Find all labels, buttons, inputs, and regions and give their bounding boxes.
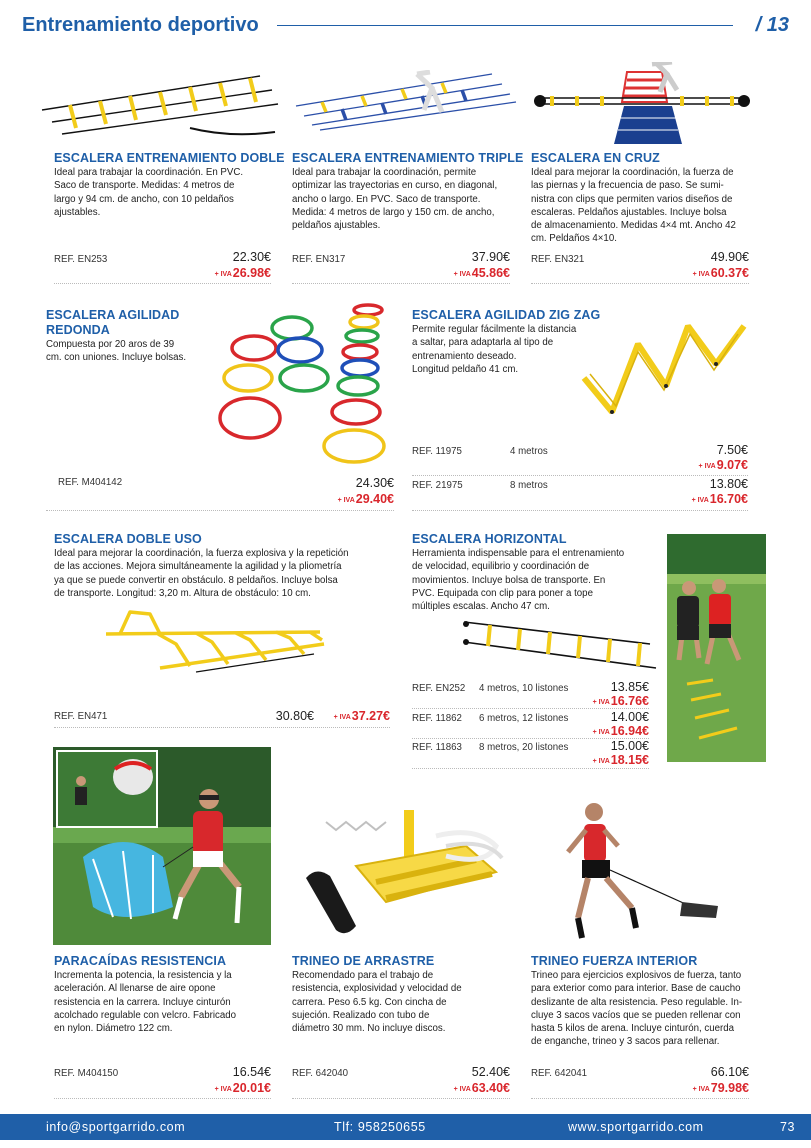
price-iva: + IVA20.01€: [214, 1081, 271, 1095]
price: 14.00€: [610, 710, 649, 724]
price-iva: + IVA45.86€: [453, 266, 510, 280]
product-title: ESCALERA ENTRENAMIENTO DOBLE: [54, 151, 285, 165]
product-description: Recomendado para el trabajo de resistencia, explosividad y velocidad de carrera. Peso 6.5 kg. Con cincha de sujeción. Realizado con tubo de diámetro 30 mm. No incluye discos.: [292, 970, 462, 1035]
product-ref: REF. 642040: [292, 1068, 349, 1079]
triple-ladder-image: [292, 70, 517, 132]
divider: [531, 283, 749, 284]
product-description: Ideal para trabajar la coordinación, permite optimizar las trayectorias en curso, en diagonal, ancho o largo. En PVC. Saco de transporte. Medida: 4 metros de largo y 150 cm. de ancho, peldaños ajustables.: [292, 167, 498, 232]
product-description: Compuesta por 20 aros de 39 cm. con uniones. Incluye bolsas.: [46, 339, 187, 364]
variant-size: 8 metros, 20 listones: [479, 742, 569, 753]
price-iva: + IVA16.70€: [691, 492, 748, 506]
product-description: Ideal para trabajar la coordinación. En PVC. Saco de transporte. Medidas: 4 metros de largo y 94 cm. de ancho, con 10 peldaños ajustables.: [54, 167, 244, 218]
product-description: Ideal para mejorar la coordinación, la fuerza explosiva y la repetición de las acciones. Mejora simultáneamente la agilidad y la pliometría ya que se puede convertir en obstáculo. 8 peldaños. Incluye bolsa de transporte. Longitud: 3,20 m. Altura de obstáculo: 10 cm.: [54, 548, 349, 599]
horizontal-ladder-image: [460, 612, 660, 676]
product-title: ESCALERA ENTRENAMIENTO TRIPLE: [292, 151, 524, 165]
footer-website[interactable]: www.sportgarrido.com: [568, 1120, 704, 1134]
section-number: / 13: [755, 14, 789, 36]
header-rule: [277, 25, 733, 26]
divider: [412, 768, 649, 769]
price-iva: + IVA63.40€: [453, 1081, 510, 1095]
product-ref: REF. 642041: [531, 1068, 588, 1079]
variant-size: 8 metros: [510, 480, 548, 491]
product-horizontal: [412, 532, 662, 613]
footer-bar: [0, 1114, 811, 1140]
divider: [412, 475, 748, 476]
product-ref: REF. EN317: [292, 254, 346, 265]
interior-sled-photo: [562, 798, 722, 946]
product-description: Trineo para ejercicios explosivos de fuerza, tanto para exterior como para interior. Base de caucho deslizante de alta resistencia. Peso regulable. In- cluye 3 sacos vacíos que se pueden rellenar con hasta 5 kilos de arena. Incluye cinturón, cuerda de enganche, trineo y 3 sacos para rellenar.: [531, 970, 743, 1048]
product-doble: [54, 151, 290, 219]
product-title: TRINEO FUERZA INTERIOR: [531, 954, 698, 968]
price: 30.80€: [275, 709, 314, 723]
footer-email[interactable]: info@sportgarrido.com: [46, 1120, 186, 1134]
product-ref: REF. EN253: [54, 254, 108, 265]
divider: [292, 283, 510, 284]
product-title: ESCALERA EN CRUZ: [531, 151, 660, 165]
product-redonda: [46, 308, 226, 365]
zigzag-ladder-image: [576, 312, 752, 422]
price-iva: + IVA18.15€: [592, 753, 649, 767]
price: 16.54€: [232, 1065, 271, 1079]
product-ref: REF. M404142: [58, 477, 123, 488]
variant-size: 6 metros, 12 listones: [479, 713, 569, 724]
product-title: ESCALERA DOBLE USO: [54, 532, 202, 546]
variant-size: 4 metros, 10 listones: [479, 683, 569, 694]
product-ref: REF. EN471: [54, 711, 108, 722]
product-paracaidas: [54, 954, 290, 1035]
dual-use-ladder-image: [100, 604, 332, 690]
product-ref: REF. M404150: [54, 1068, 119, 1079]
price: 13.85€: [610, 680, 649, 694]
ladder-training-photo: [667, 534, 766, 762]
product-trineo: [292, 954, 528, 1035]
variant-ref: REF. 11862: [412, 713, 462, 724]
price: 24.30€: [355, 476, 394, 490]
product-cruz: [531, 151, 767, 246]
footer-page-number: 73: [780, 1120, 796, 1134]
variant-size: 4 metros: [510, 446, 548, 457]
price: 22.30€: [232, 250, 271, 264]
divider: [54, 1098, 271, 1099]
product-description: Permite regular fácilmente la distancia a saltar, para adaptarla al tipo de entrenamiento deseado. Longitud peldaño 41 cm.: [412, 324, 577, 375]
divider: [412, 708, 649, 709]
price-iva: + IVA29.40€: [337, 492, 394, 506]
divider: [46, 510, 394, 511]
section-title: Entrenamiento deportivo: [22, 14, 259, 36]
product-doble-uso: [54, 532, 394, 600]
price-iva: + IVA60.37€: [692, 266, 749, 280]
price-iva: + IVA16.94€: [592, 724, 649, 738]
price: 66.10€: [710, 1065, 749, 1079]
divider: [412, 510, 748, 511]
price: 52.40€: [471, 1065, 510, 1079]
divider: [54, 727, 390, 728]
sled-image: [296, 806, 508, 940]
price: 37.90€: [471, 250, 510, 264]
divider: [54, 283, 271, 284]
product-description: Incrementa la potencia, la resistencia y la aceleración. Al llenarse de aire opone resistencia en la carrera. Incluye cinturón acolchado regulable con velcro. Fabricado en nylon. Diámetro 122 cm.: [54, 970, 237, 1035]
product-description: Ideal para mejorar la coordinación, la fuerza de las piernas y la frecuencia de paso. Se sumi- nistra con clips que permiten varios diseños de escaleras. Peldaños ajustables. Incluye bolsa de almacenamiento. Medidas 4×4 mt. Ancho 42 cm. Peldaños 4×10.: [531, 167, 736, 245]
price-iva: + IVA26.98€: [214, 266, 271, 280]
product-description: Herramienta indispensable para el entrenamiento de velocidad, equilibrio y coordinación de movimientos. Incluye bolsa de transporte. En PVC. Equipada con clip para poner a tope múltiples escalas. Ancho 47 cm.: [412, 548, 625, 613]
divider: [531, 1098, 749, 1099]
product-title: TRINEO DE ARRASTRE: [292, 954, 435, 968]
divider: [292, 1098, 510, 1099]
product-ref: REF. EN321: [531, 254, 585, 265]
double-ladder-image: [40, 68, 280, 148]
product-trineo-interior: [531, 954, 771, 1049]
price-iva: + IVA9.07€: [698, 458, 748, 472]
product-title: PARACAÍDAS RESISTENCIA: [54, 954, 227, 968]
price-iva: + IVA37.27€: [333, 709, 390, 723]
variant-ref: REF. 11863: [412, 742, 462, 753]
price: 7.50€: [716, 443, 748, 457]
variant-ref: REF. EN252: [412, 683, 466, 694]
price-iva: + IVA16.76€: [592, 694, 649, 708]
product-triple: [292, 151, 528, 232]
price: 13.80€: [709, 477, 748, 491]
product-title: ESCALERA AGILIDAD ZIG ZAG: [412, 308, 601, 322]
product-title: ESCALERA AGILIDAD REDONDA: [46, 308, 180, 337]
product-title: ESCALERA HORIZONTAL: [412, 532, 567, 546]
price-iva: + IVA79.98€: [692, 1081, 749, 1095]
footer-phone: Tlf: 958250655: [334, 1120, 426, 1134]
cross-ladder-image: [532, 62, 752, 148]
variant-ref: REF. 11975: [412, 446, 462, 457]
variant-ref: REF. 21975: [412, 480, 463, 491]
price: 49.90€: [710, 250, 749, 264]
price: 15.00€: [610, 739, 649, 753]
parachute-photo: [53, 747, 271, 945]
round-ladder-image: [218, 300, 390, 468]
